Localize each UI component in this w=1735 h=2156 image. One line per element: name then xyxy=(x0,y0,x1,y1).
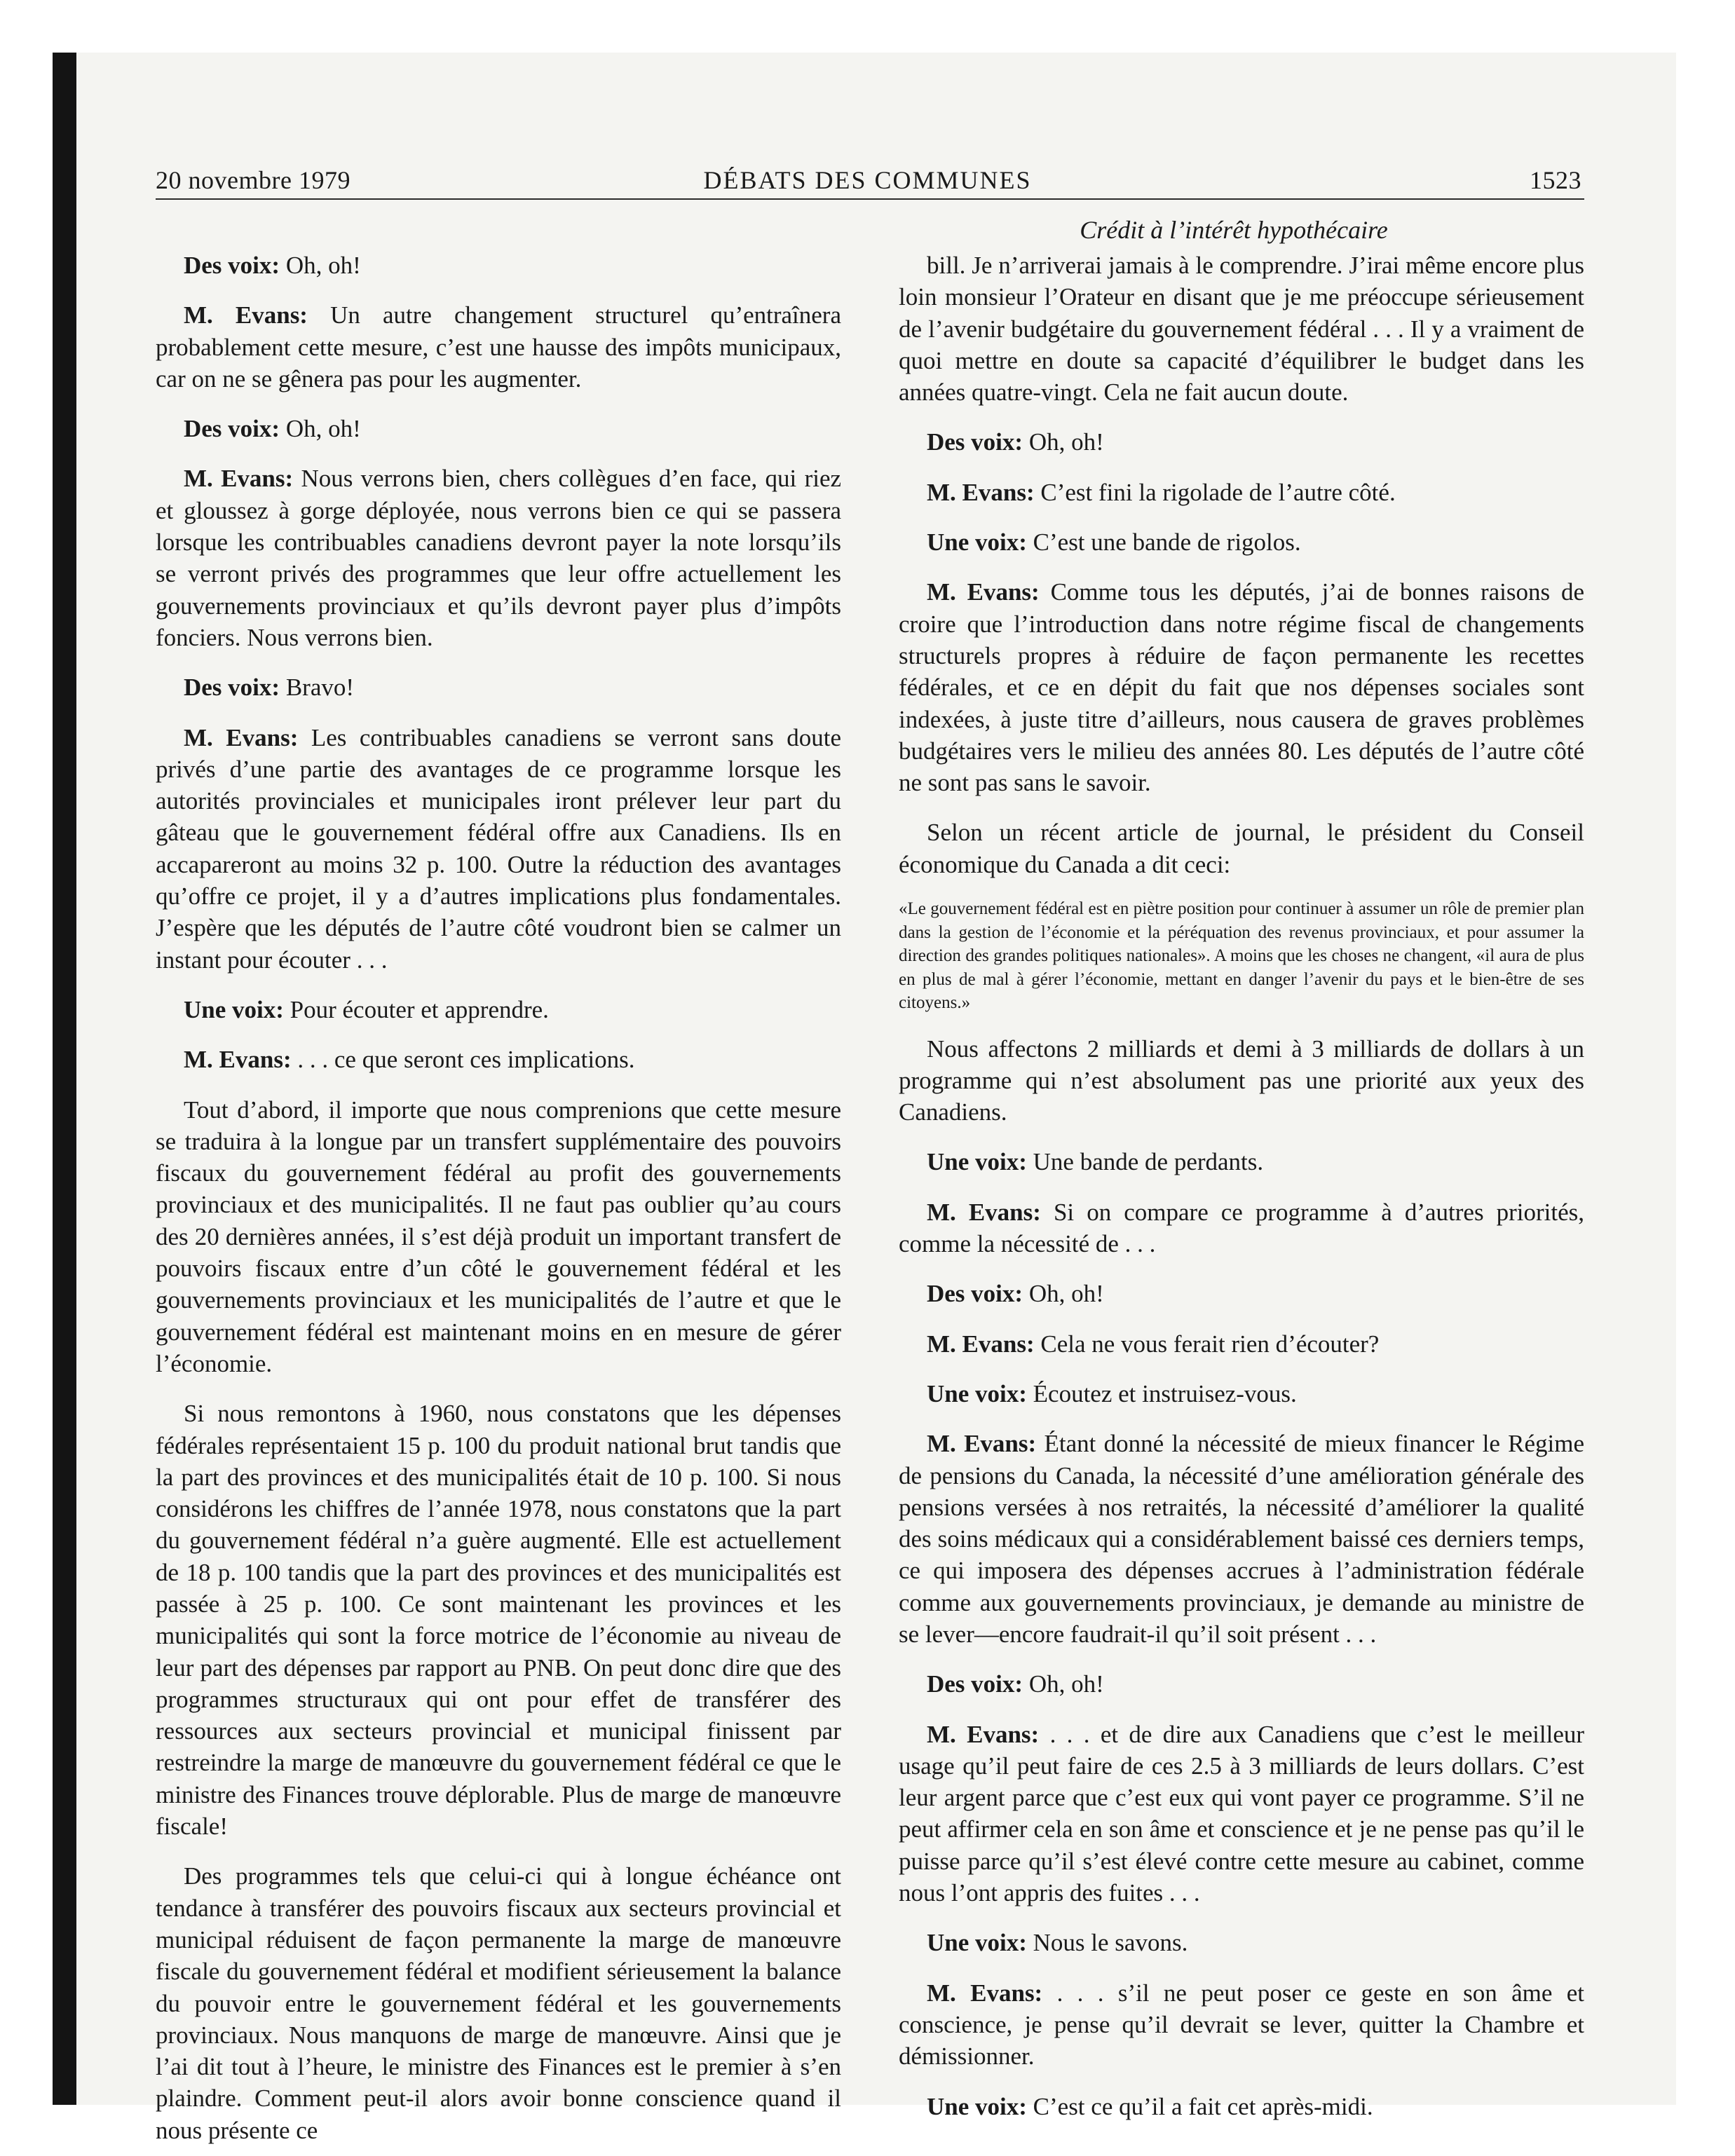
speech-paragraph xyxy=(899,477,1584,508)
speech-paragraph xyxy=(899,526,1584,558)
speaker-label: Des voix: xyxy=(184,674,280,702)
paragraph-text: Pour écouter et apprendre. xyxy=(290,995,549,1023)
speech-paragraph xyxy=(899,426,1584,458)
speech-paragraph xyxy=(156,250,841,281)
paragraph-text: Nous verrons bien, chers collègues d’en face, qui riez et gloussez à gorge déployée, nous verrons bien ce qui se passera lorsque les contribuables canadiens devront payer la note lorsqu’ils se verront privés des programmes que leur offre actuellement les gouvernements provinciaux et qu’ils devront payer plus d’impôts fonciers. Nous verrons bien. xyxy=(156,465,842,651)
paragraph-text: Étant donné la nécessité de mieux financer le Régime de pensions du Canada, la nécessité d’une amélioration générale des pensions versées à nos retraités, la nécessité d’améliorer la qualité des soins médicaux qui a considérablement baissé ces derniers temps, ce qui imposera des dépenses accrues à l’administration fédérale comme aux gouvernements provinciaux, je demande au ministre de se lever—encore faudrait-il qu’il soit présent . . . xyxy=(899,1430,1585,1648)
paragraph-text: . . . ce que seront ces implications. xyxy=(297,1046,635,1074)
speech-paragraph xyxy=(899,1146,1584,1178)
paragraph-text: Oh, oh! xyxy=(1028,1280,1104,1308)
speaker-label: Des voix: xyxy=(184,415,280,443)
paragraph-text: Cela ne vous ferait rien d’écouter? xyxy=(1040,1330,1380,1358)
left-column xyxy=(156,250,841,2146)
paragraph-text: Selon un récent article de journal, le président du Conseil économique du Canada a dit ceci: xyxy=(899,819,1584,878)
speaker-label: Une voix: xyxy=(927,2092,1027,2120)
speaker-label: M. Evans: xyxy=(927,1330,1035,1358)
speech-paragraph xyxy=(156,722,841,976)
speech-paragraph xyxy=(899,2091,1584,2122)
paragraph-text: Un autre changement structurel qu’entraînera probablement cette mesure, c’est une hausse des impôts municipaux, car on ne se gênera pas pour les augmenter. xyxy=(156,301,842,393)
page-number: 1523 xyxy=(1530,166,1581,194)
speaker-label: Des voix: xyxy=(927,1280,1023,1308)
header-title: DÉBATS DES COMMUNES xyxy=(703,166,1032,194)
speaker-label: M. Evans: xyxy=(927,1430,1037,1458)
paragraph-text: Les contribuables canadiens se verront sans doute privés d’une partie des avantages de ce programme lorsque les autorités provinciales et municipales iront prélever leur part du gâteau que le gouvernement fédéral offre aux Canadiens. Ils en accapareront au moins 32 p. 100. Outre la réduction des avantages qu’offre ce projet, il y a d’autres implications plus fondamentales. J’espère que les députés de l’autre côté voudront bien se calmer un instant pour écouter . . . xyxy=(156,723,841,974)
text-paragraph xyxy=(156,1094,841,1380)
speaker-label: Une voix: xyxy=(927,1148,1027,1176)
speech-paragraph xyxy=(899,1328,1584,1360)
paragraph-text: Si on compare ce programme à d’autres priorités, comme la nécessité de . . . xyxy=(899,1198,1585,1258)
speech-paragraph xyxy=(156,671,841,703)
speech-paragraph xyxy=(899,1719,1584,1909)
speech-paragraph xyxy=(899,1668,1584,1700)
speaker-label: Des voix: xyxy=(184,252,280,279)
speaker-label: M. Evans: xyxy=(927,1198,1041,1226)
speech-paragraph xyxy=(156,463,841,653)
speaker-label: Une voix: xyxy=(927,1379,1027,1407)
binding-edge xyxy=(53,53,76,2105)
speaker-label: M. Evans: xyxy=(927,1720,1040,1748)
text-paragraph xyxy=(899,817,1584,880)
paragraph-text: Bravo! xyxy=(285,674,355,702)
text-paragraph xyxy=(156,1398,841,1842)
paragraph-text: C’est une bande de rigolos. xyxy=(1033,528,1301,557)
speaker-label: M. Evans: xyxy=(184,301,308,329)
speaker-label: Des voix: xyxy=(927,1670,1023,1698)
speaker-label: M. Evans: xyxy=(184,723,299,751)
speaker-label: M. Evans: xyxy=(184,465,294,493)
speech-paragraph xyxy=(156,299,841,395)
speech-paragraph xyxy=(899,1977,1584,2073)
speaker-label: Une voix: xyxy=(927,1929,1027,1957)
paragraph-text: Oh, oh! xyxy=(1028,428,1104,456)
text-paragraph xyxy=(899,1033,1584,1128)
speech-paragraph xyxy=(156,413,841,444)
speech-paragraph xyxy=(156,994,841,1025)
paragraph-text: Nous affectons 2 milliards et demi à 3 milliards de dollars à un programme qui n’est absolument pas une priorité aux yeux des Canadiens. xyxy=(899,1035,1584,1126)
speaker-label: Des voix: xyxy=(927,428,1023,456)
text-paragraph xyxy=(156,1860,841,2146)
paragraph-text: Oh, oh! xyxy=(1028,1670,1104,1698)
paragraph-text: Une bande de perdants. xyxy=(1033,1148,1264,1176)
paragraph-text: Si nous remontons à 1960, nous constatons que les dépenses fédérales représentaient 15 p. 100 du produit national brut tandis que la part des provinces et des municipalités était de 10 p. 100. Si nous considérons les chiffres de l’année 1978, nous constatons que la part du gouvernement fédéral n’a guère augmenté. Elle est actuellement de 18 p. 100 tandis que la part des provinces et des municipalités est passée à 25 p. 100. Ce sont maintenant les provinces et les municipalités qui sont la force motrice de l’économie au niveau de leur part des dépenses par rapport au PNB. On peut donc dire que des programmes structuraux qui ont pour effet de transférer des ressources aux secteurs provincial et municipal finissent par restreindre la marge de manœuvre du gouvernement fédéral ce que le ministre des Finances trouve déplorable. Plus de marge de manœuvre fiscale! xyxy=(156,1400,841,1841)
paragraph-text: . . . et de dire aux Canadiens que c’est le meilleur usage qu’il peut faire de ces 2.5 à 3 milliards de leurs dollars. C’est leur argent parce que c’est eux qui vont payer ce programme. S’il ne peut affirmer cela en son âme et conscience et je ne pense pas qu’il le puisse parce qu’il s’est élevé contre cette mesure au cabinet, comme nous l’ont appris des fuites . . . xyxy=(899,1720,1585,1907)
speaker-label: Une voix: xyxy=(927,528,1027,557)
paragraph-text: C’est fini la rigolade de l’autre côté. xyxy=(1040,478,1396,506)
paragraph-text: Écoutez et instruisez-vous. xyxy=(1033,1379,1297,1407)
speech-paragraph xyxy=(899,1927,1584,1958)
paragraph-text: Comme tous les députés, j’ai de bonnes raisons de croire que l’introduction dans notre régime fiscal de changements structurels propres à réduire de façon permanente les recettes fédérales, et ce en dépit du fait que nos dépenses sociales sont indexées, à juste titre d’ailleurs, nous causera de graves problèmes budgétaires vers le milieu des années 80. Les députés de l’autre côté ne sont pas sans le savoir. xyxy=(899,578,1585,797)
right-column xyxy=(899,250,1584,2122)
paragraph-text: . . . s’il ne peut poser ce geste en son âme et conscience, je pense qu’il devrait se lever, quitter la Chambre et démissionner. xyxy=(899,1979,1584,2070)
speech-paragraph xyxy=(899,1428,1584,1650)
speaker-label: M. Evans: xyxy=(184,1046,292,1074)
paragraph-text: Nous le savons. xyxy=(1033,1929,1188,1957)
speech-paragraph xyxy=(156,1044,841,1075)
paragraph-text: Des programmes tels que celui-ci qui à longue échéance ont tendance à transférer des pouvoirs fiscaux aux secteurs provincial et municipal réduisent de façon permanente la marge de manœuvre fiscale du gouvernement fédéral et modifient sérieusement la balance du pouvoir entre le gouvernement fédéral et les gouvernements provinciaux. Nous manquons de marge de manœuvre. Ainsi que je l’ai dit tout à l’heure, le ministre des Finances est le premier à s’en plaindre. Comment peut-il alors avoir bonne conscience quand il nous présente ce xyxy=(156,1862,841,2144)
block-quote xyxy=(899,897,1584,1015)
speaker-label: M. Evans: xyxy=(927,578,1040,606)
paragraph-text: Oh, oh! xyxy=(285,415,361,443)
paragraph-text: bill. Je n’arriverai jamais à le comprendre. J’irai même encore plus loin monsieur l’Orateur en disant que je me préoccupe sérieusement de l’avenir budgétaire du gouvernement fédéral . . . Il y a vraiment de quoi mettre en doute sa capacité d’équilibrer le budget dans les années quatre-vingt. Cela ne fait aucun doute. xyxy=(899,252,1584,407)
speech-paragraph xyxy=(899,576,1584,798)
header-rule xyxy=(156,198,1584,200)
speaker-label: M. Evans: xyxy=(927,478,1035,506)
text-paragraph xyxy=(899,250,1584,408)
speaker-label: M. Evans: xyxy=(927,1979,1043,2007)
paragraph-text: C’est ce qu’il a fait cet après-midi. xyxy=(1033,2092,1373,2120)
paragraph-text: Oh, oh! xyxy=(285,252,361,279)
speech-paragraph xyxy=(899,1378,1584,1410)
speaker-label: Une voix: xyxy=(184,995,284,1023)
speech-paragraph xyxy=(899,1196,1584,1260)
paragraph-text: «Le gouvernement fédéral est en piètre position pour continuer à assumer un rôle de premier plan dans la gestion de l’économie et la péréquation des revenus provinciaux, et pour assumer la direction des grandes politiques nationales». A moins que les choses ne changent, «il aura de plus en plus de mal à gérer l’économie, mettant en danger l’avenir du pays et le bien-être de ses citoyens.» xyxy=(899,899,1584,1013)
paragraph-text: Tout d’abord, il importe que nous comprenions que cette mesure se traduira à la longue par un transfert supplémentaire des pouvoirs fiscaux du gouvernement fédéral au profit des gouvernements provinciaux et des municipalités. Il ne faut pas oublier qu’au cours des 20 dernières années, il s’est déjà produit un important transfert de pouvoirs fiscaux entre d’un côté le gouvernement fédéral et les gouvernements provinciaux et les municipalités de l’autre et que le gouvernement fédéral est maintenant moins en en mesure de gérer l’économie. xyxy=(156,1096,841,1377)
speech-paragraph xyxy=(899,1278,1584,1309)
header-date: 20 novembre 1979 xyxy=(156,166,351,194)
running-subtitle: Crédit à l’intérêt hypothécaire xyxy=(1080,216,1388,244)
